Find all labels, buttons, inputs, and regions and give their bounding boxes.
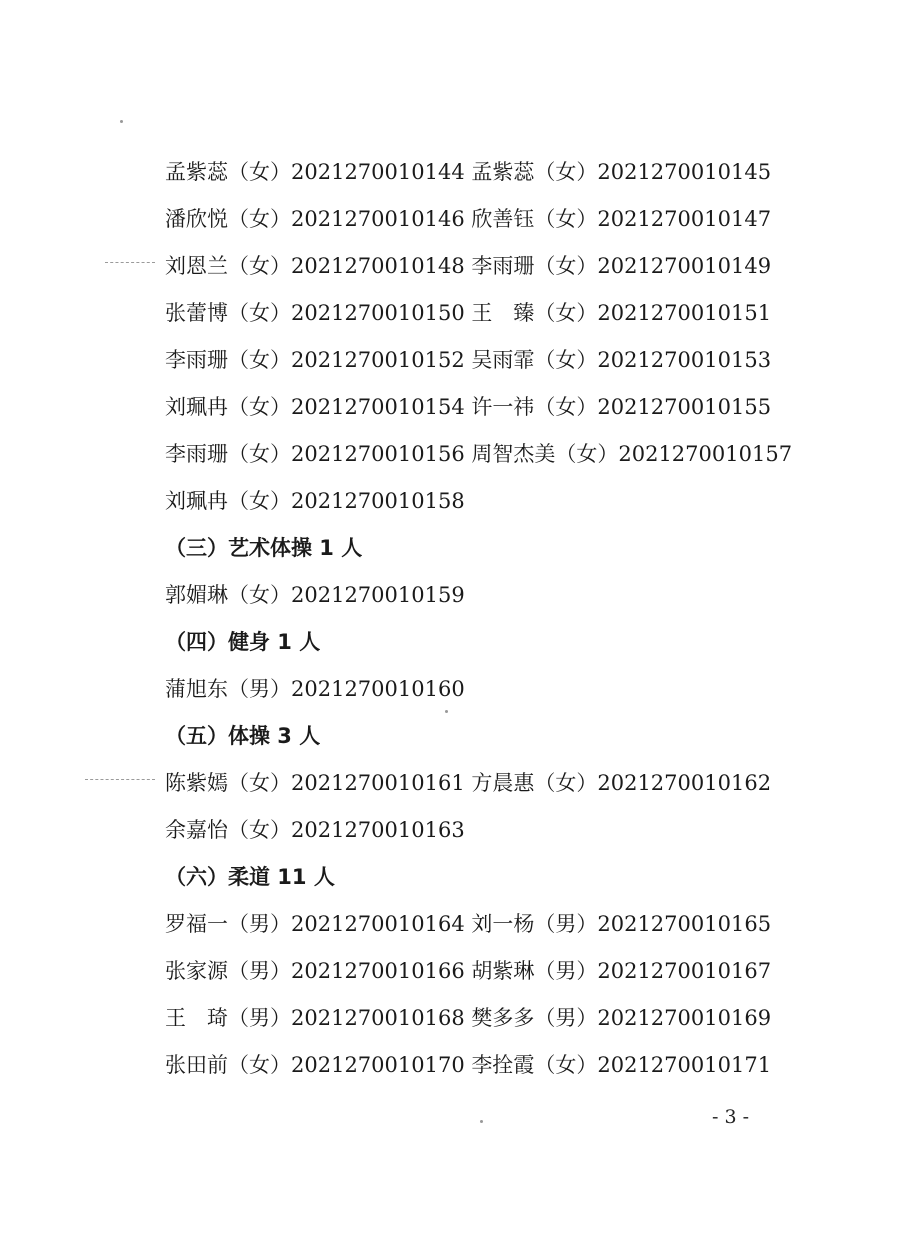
list-item: 张家源（男）2021270010166 胡紫琳（男）2021270010167 — [165, 959, 772, 983]
list-item: 刘珮冉（女）2021270010154 许一祎（女）2021270010155 — [165, 395, 772, 419]
list-item: 李雨珊（女）2021270010156 周智杰美（女）2021270010157 — [165, 442, 793, 466]
list-item: 张田前（女）2021270010170 李拴霞（女）2021270010171 — [165, 1053, 772, 1077]
section-heading: （六）柔道 11 人 — [165, 865, 335, 889]
list-item: 陈紫嫣（女）2021270010161 方晨惠（女）2021270010162 — [165, 771, 772, 795]
section-heading: （五）体操 3 人 — [165, 724, 321, 748]
list-item: 余嘉怡（女）2021270010163 — [165, 818, 465, 842]
section-heading: （三）艺术体操 1 人 — [165, 536, 363, 560]
list-item: 张蕾博（女）2021270010150 王 臻（女）2021270010151 — [165, 301, 772, 325]
list-item: 刘珮冉（女）2021270010158 — [165, 489, 465, 513]
list-item: 李雨珊（女）2021270010152 吴雨霏（女）2021270010153 — [165, 348, 772, 372]
list-item: 蒲旭东（男）2021270010160 — [165, 677, 465, 701]
scan-artifact-dot — [480, 1120, 483, 1123]
list-item: 刘恩兰（女）2021270010148 李雨珊（女）2021270010149 — [165, 254, 772, 278]
list-item: 王 琦（男）2021270010168 樊多多（男）2021270010169 — [165, 1006, 772, 1030]
list-item: 潘欣悦（女）2021270010146 欣善钰（女）2021270010147 — [165, 207, 772, 231]
scan-artifact-line — [85, 779, 155, 780]
scan-artifact-dot — [120, 120, 123, 123]
roster-list — [165, 154, 805, 1094]
section-heading: （四）健身 1 人 — [165, 630, 321, 654]
list-item: 郭媚琳（女）2021270010159 — [165, 583, 465, 607]
scan-artifact-line — [105, 262, 155, 263]
page-number: - 3 - — [712, 1106, 750, 1128]
list-item: 孟紫蕊（女）2021270010144 孟紫蕊（女）2021270010145 — [165, 160, 772, 184]
list-item: 罗福一（男）2021270010164 刘一杨（男）2021270010165 — [165, 912, 772, 936]
